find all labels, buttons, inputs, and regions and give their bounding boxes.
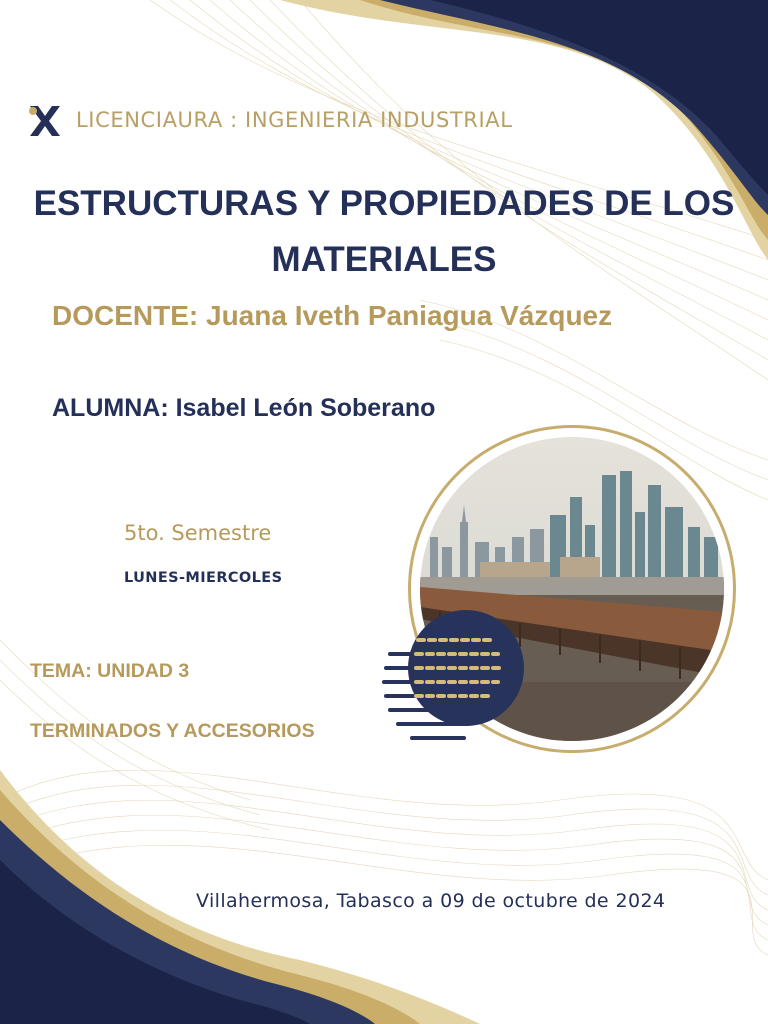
x-logo-icon	[28, 106, 62, 136]
program-heading: LICENCIAURA : INGENIERIA INDUSTRIAL	[76, 108, 513, 132]
place-and-date: Villahermosa, Tabasco a 09 de octubre de 2024	[196, 890, 666, 912]
semester-label: 5to. Semestre	[124, 521, 272, 545]
document-title: ESTRUCTURAS Y PROPIEDADES DE LOS MATERIALES	[33, 184, 735, 279]
striped-circle-decoration	[380, 610, 540, 750]
teacher-name: DOCENTE: Juana Iveth Paniagua Vázquez	[52, 300, 613, 331]
topic-label: TEMA: UNIDAD 3	[30, 660, 190, 682]
schedule-days: LUNES-MIERCOLES	[124, 570, 283, 586]
subtopic-label: TERMINADOS Y ACCESORIOS	[30, 720, 315, 742]
student-name: ALUMNA: Isabel León Soberano	[52, 394, 436, 422]
